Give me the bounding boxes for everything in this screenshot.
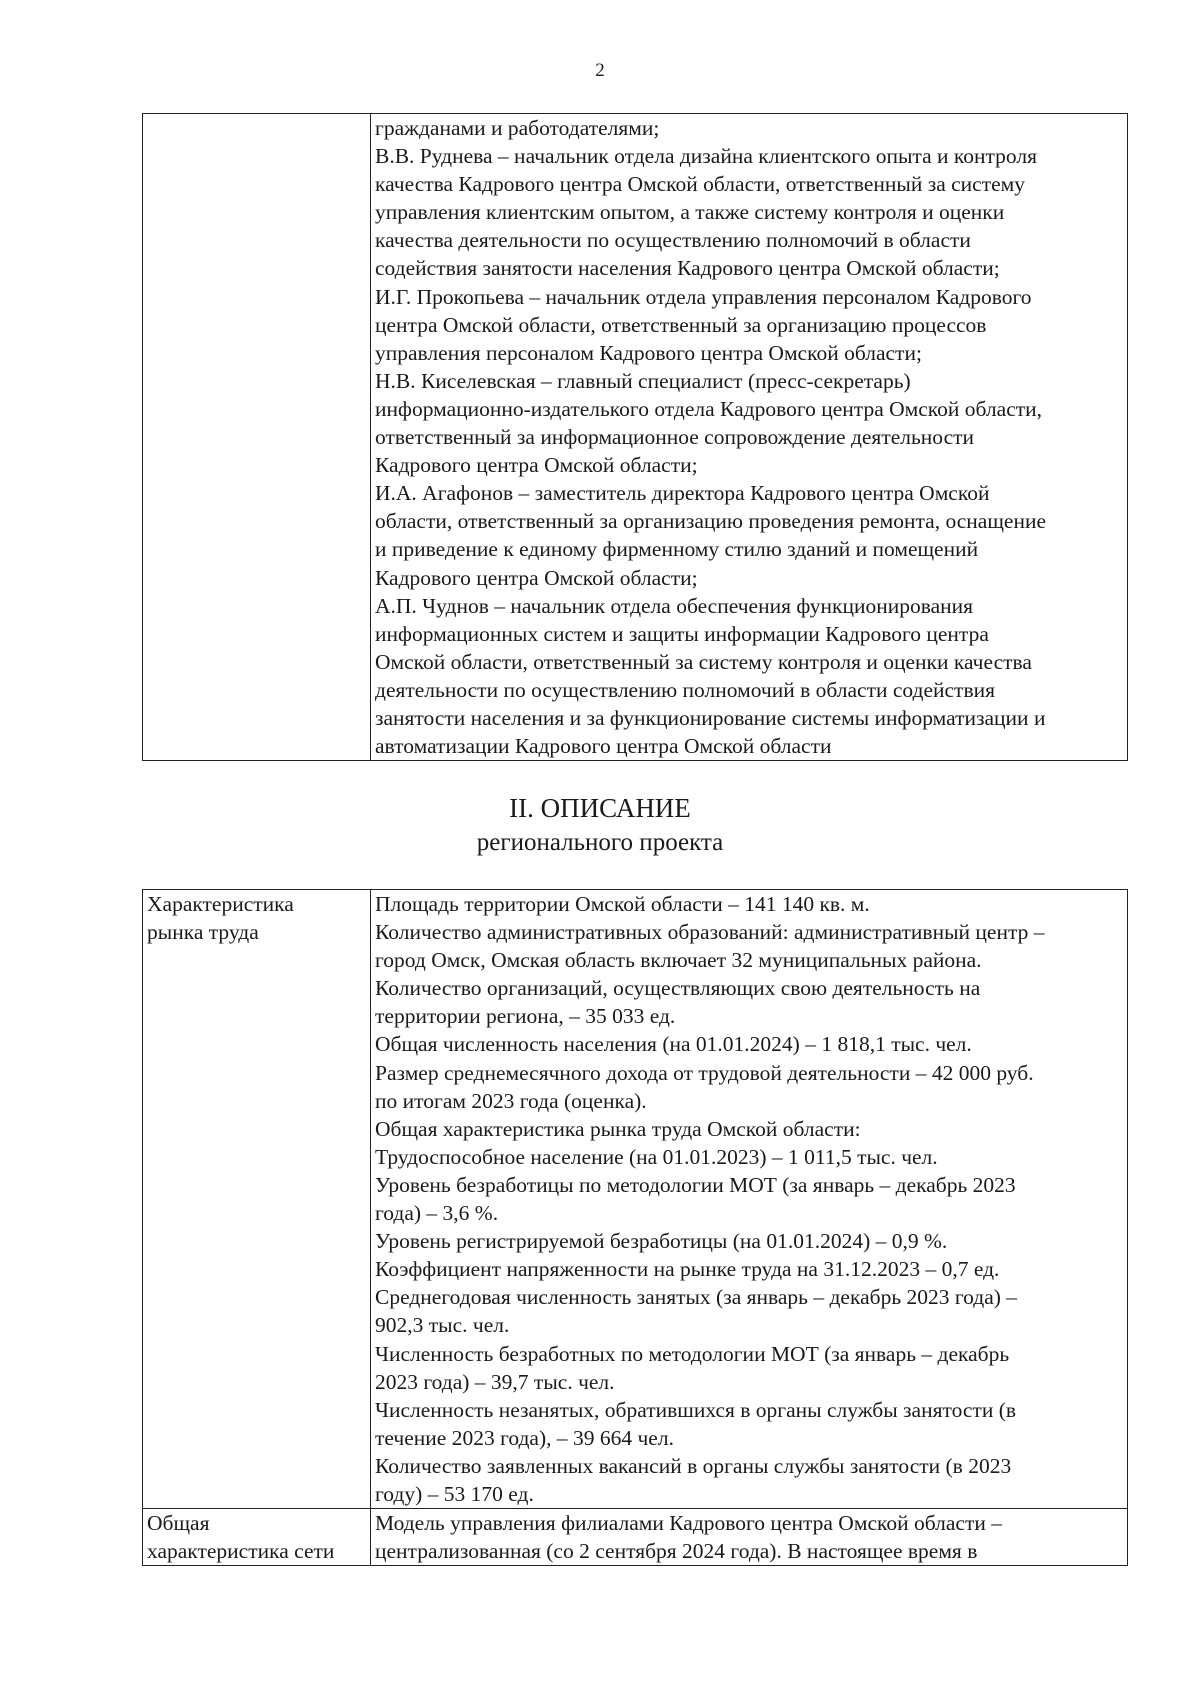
text-line: течение 2023 года), – 39 664 чел.: [375, 1425, 674, 1450]
labor-market-text: [375, 890, 1126, 1508]
row-label-network: [143, 1509, 371, 1566]
text-line: Модель управления филиалами Кадрового центра Омской области –: [375, 1511, 1002, 1536]
text-line: Кадрового центра Омской области;: [375, 453, 698, 478]
row-label-line: характеристика сети: [147, 1539, 335, 1564]
table-row: [143, 890, 1128, 1509]
text-line: Кадрового центра Омской области;: [375, 565, 698, 590]
text-line: Омской области, ответственный за систему контроля и оценки качества: [375, 649, 1032, 674]
text-line: ответственный за информационное сопровождение деятельности: [375, 425, 975, 450]
text-line: информационных систем и защиты информации Кадрового центра: [375, 621, 989, 646]
text-line: содействия занятости населения Кадрового центра Омской области;: [375, 256, 1000, 281]
text-line: Площадь территории Омской области – 141 140 кв. м.: [375, 892, 870, 916]
text-line: занятости населения и за функционирование системы информатизации и: [375, 705, 1046, 730]
text-line: 2023 года) – 39,7 тыс. чел.: [375, 1369, 615, 1394]
table-row: [143, 1509, 1128, 1566]
row-label-line: Общая: [147, 1511, 210, 1536]
text-line: качества Кадрового центра Омской области, ответственный за систему: [375, 172, 1026, 197]
text-line: управления клиентским опытом, а также систему контроля и оценки: [375, 200, 1005, 225]
text-line: по итогам 2023 года (оценка).: [375, 1088, 647, 1113]
text-line: Количество заявленных вакансий в органы службы занятости (в 2023: [375, 1453, 1012, 1478]
text-line: Н.В. Киселевская – главный специалист (пресс-секретарь): [375, 368, 911, 393]
text-line: Уровень регистрируемой безработицы (на 01.01.2024) – 0,9 %.: [375, 1229, 948, 1254]
responsibles-text: [375, 114, 1126, 760]
text-line: Численность безработных по методологии МОТ (за январь – декабрь: [375, 1341, 1010, 1366]
text-line: деятельности по осуществлению полномочий в области содействия: [375, 677, 996, 702]
responsibles-table: [142, 113, 1128, 761]
row-label-labor-market: [143, 890, 371, 1509]
table-cell-left: [143, 114, 371, 761]
text-line: и приведение к единому фирменному стилю зданий и помещений: [375, 537, 979, 562]
text-line: информационно-издателького отдела Кадрового центра Омской области,: [375, 396, 1043, 421]
description-table: [142, 889, 1128, 1566]
text-line: Коэффициент напряженности на рынке труда на 31.12.2023 – 0,7 ед.: [375, 1257, 1000, 1282]
text-line: области, ответственный за организацию проведения ремонта, оснащение: [375, 509, 1047, 534]
page-number: 2: [595, 60, 605, 81]
text-line: Трудоспособное население (на 01.01.2023) – 1 011,5 тыс. чел.: [375, 1144, 938, 1169]
row-content-labor-market: [371, 890, 1128, 1509]
table-cell-responsibles: [371, 114, 1128, 761]
text-line: управления персоналом Кадрового центра Омской области;: [375, 340, 922, 365]
text-line: Количество организаций, осуществляющих свою деятельность на: [375, 976, 981, 1001]
row-content-network: [371, 1509, 1128, 1566]
text-line: Количество административных образований: административный центр –: [375, 920, 1045, 945]
text-line: Среднегодовая численность занятых (за январь – декабрь 2023 года) –: [375, 1285, 1018, 1310]
text-line: А.П. Чуднов – начальник отдела обеспечения функционирования: [375, 593, 974, 618]
text-line: Уровень безработицы по методологии МОТ (за январь – декабрь 2023: [375, 1172, 1016, 1197]
text-line: Общая характеристика рынка труда Омской области:: [375, 1116, 861, 1141]
section-title: II. ОПИСАНИЕ: [509, 793, 691, 823]
text-line: В.В. Руднева – начальник отдела дизайна клиентского опыта и контроля: [375, 144, 1037, 169]
text-line: центра Омской области, ответственный за организацию процессов: [375, 312, 987, 337]
text-line: Численность незанятых, обратившихся в органы службы занятости (в: [375, 1397, 1017, 1422]
row-label-line: рынка труда: [147, 920, 259, 945]
text-line: года) – 3,6 %.: [375, 1201, 499, 1226]
text-line: Общая численность населения (на 01.01.2024) – 1 818,1 тыс. чел.: [375, 1032, 972, 1057]
text-line: территории региона, – 35 033 ед.: [375, 1004, 676, 1029]
section-subtitle: регионального проекта: [476, 829, 724, 856]
network-text: [375, 1509, 1126, 1565]
text-line: качества деятельности по осуществлению полномочий в области: [375, 228, 971, 253]
text-line: 902,3 тыс. чел.: [375, 1313, 510, 1338]
text-line: централизованная (со 2 сентября 2024 года). В настоящее время в: [375, 1539, 978, 1564]
text-line: И.Г. Прокопьева – начальник отдела управления персоналом Кадрового: [375, 284, 1032, 309]
text-line: И.А. Агафонов – заместитель директора Кадрового центра Омской: [375, 481, 990, 506]
text-line: гражданами и работодателями;: [375, 116, 660, 140]
text-line: году) – 53 170 ед.: [375, 1481, 534, 1506]
row-label-line: Характеристика: [147, 892, 294, 916]
text-line: Размер среднемесячного дохода от трудовой деятельности – 42 000 руб.: [375, 1060, 1034, 1085]
text-line: город Омск, Омская область включает 32 муниципальных района.: [375, 948, 982, 973]
text-line: автоматизации Кадрового центра Омской области: [375, 734, 832, 759]
table-row: [143, 114, 1128, 761]
